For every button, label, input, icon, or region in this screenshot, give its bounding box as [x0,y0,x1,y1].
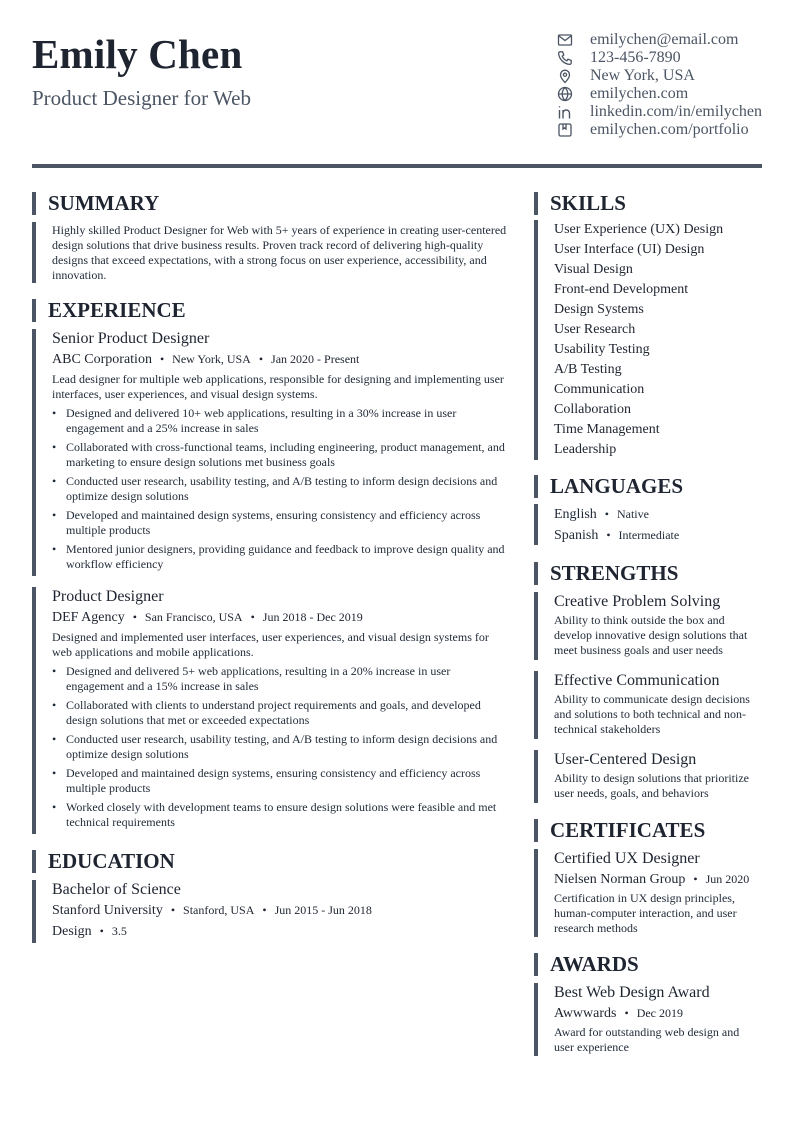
experience-item [32,329,508,576]
job-dates: Jun 2018 - Dec 2019 [262,610,363,624]
skill-item: Communication [554,382,645,397]
skill-item: User Experience (UX) Design [554,222,724,237]
language-item: English • Native [554,507,649,522]
section-skills-heading: SKILLS [534,192,626,215]
contact-phone[interactable] [556,49,766,67]
skill-item: User Interface (UI) Design [554,242,705,257]
section-awards-heading: AWARDS [534,953,639,976]
skill-item: Design Systems [554,302,644,317]
education-dates: Jun 2015 - Jun 2018 [274,903,372,917]
skill-item: Front-end Development [554,282,689,297]
skill-item: Time Management [554,422,660,437]
language-item: Spanish • Intermediate [554,528,680,543]
contact-portfolio[interactable] [556,121,766,139]
strength-item [534,750,762,803]
resume-header [32,30,762,160]
list-item: • Mentored junior designers, providing guidance and feedback to improve design quality and workflow efficiency [52,542,508,572]
job-description: Designed and implemented user interfaces, user experiences, and visual design systems for web applications and mobile applications. [52,630,489,659]
job-title: Senior Product Designer [52,330,210,347]
section-certificates-heading: CERTIFICATES [534,819,705,842]
certificate-meta: Nielsen Norman Group • Jun 2020 [554,872,750,887]
job-meta: DEF Agency • San Francisco, USA • Jun 2018 - Dec 2019 [52,610,363,625]
education-item [32,880,508,943]
languages-list [534,504,762,545]
award-issuer: Awwwards [554,1006,617,1021]
job-bullets [52,664,508,830]
list-item: • Designed and delivered 5+ web applications, resulting in a 20% increase in user engagement and a 15% increase in sales [52,664,508,694]
strength-desc: Ability to communicate design decisions and solutions to both technical and non-technical stakeholders [554,692,750,736]
section-strengths-heading: STRENGTHS [534,562,678,585]
strength-title: User-Centered Design [554,751,697,768]
certificate-date: Jun 2020 [705,872,750,886]
strength-item [534,671,762,739]
job-meta: ABC Corporation • New York, USA • Jan 2020 - Present [52,352,360,367]
award-item [534,983,762,1056]
strength-title: Effective Communication [554,672,720,689]
job-company: ABC Corporation [52,352,152,367]
strength-item [534,592,762,660]
language-name: Spanish [554,528,599,543]
summary-block [32,222,508,283]
section-summary-heading: SUMMARY [32,192,159,215]
candidate-name: Emily Chen [32,31,243,77]
list-item: • Collaborated with cross-functional teams, including engineering, product management, and marketing to ensure design solutions met business goals [52,440,508,470]
job-dates: Jan 2020 - Present [271,352,360,366]
list-item: • Developed and maintained design systems, ensuring consistency and efficiency across multiple products [52,508,508,538]
certificate-desc: Certification in UX design principles, human-computer interaction, and user research methods [554,891,737,935]
award-desc: Award for outstanding web design and user experience [554,1025,740,1054]
job-title: Product Designer [52,588,164,605]
degree: Bachelor of Science [52,881,181,898]
list-item: • Collaborated with clients to understand project requirements and goals, and developed design solutions that met or exceeded expectations [52,698,508,728]
section-education-heading: EDUCATION [32,850,175,873]
experience-item [32,587,508,834]
award-title: Best Web Design Award [554,984,710,1001]
skill-item: A/B Testing [554,362,622,377]
strength-desc: Ability to design solutions that prioritize user needs, goals, and behaviors [554,771,749,800]
section-experience-heading: EXPERIENCE [32,299,186,322]
list-item: • Conducted user research, usability testing, and A/B testing to inform design decisions and optimize design solutions [52,732,508,762]
school-location: Stanford, USA [183,903,255,917]
contact-website[interactable] [556,85,766,103]
location-icon [556,67,574,85]
certificate-item [534,849,762,937]
contact-linkedin[interactable] [556,103,766,121]
certificate-issuer: Nielsen Norman Group [554,872,686,887]
contact-location-text: New York, USA [590,67,695,84]
education-meta: Stanford University • Stanford, USA • Jun 2015 - Jun 2018 [52,903,372,918]
job-location: New York, USA [172,352,251,366]
phone-icon [556,49,574,67]
list-item: • Developed and maintained design systems, ensuring consistency and efficiency across multiple products [52,766,508,796]
contact-website-text[interactable]: emilychen.com [590,85,689,102]
strength-title: Creative Problem Solving [554,593,721,610]
header-divider [32,164,762,168]
education-field: Design • 3.5 [52,924,127,939]
job-company: DEF Agency [52,610,125,625]
contact-location [556,67,766,85]
award-date: Dec 2019 [636,1006,684,1020]
job-bullets [52,406,508,572]
contact-email[interactable] [556,31,766,49]
language-level: Native [616,507,649,521]
list-item: • Designed and delivered 10+ web applications, resulting in a 30% increase in user engagement and a 25% increase in sales [52,406,508,436]
contact-phone-text[interactable]: 123-456-7890 [590,49,681,66]
language-level: Intermediate [618,528,680,542]
section-languages-heading: LANGUAGES [534,475,683,498]
candidate-title: Product Designer for Web [32,86,251,110]
skill-item: User Research [554,322,636,337]
contact-linkedin-text[interactable]: linkedin.com/in/emilychen [590,103,762,120]
certificate-title: Certified UX Designer [554,850,700,867]
summary-text: Highly skilled Product Designer for Web with 5+ years of experience in creating user-centered design solutions that drive business results. Proven track record of delivering high-quality designs that exceed expectations, with a strong focus on user experience, accessibility, and innovation. [52,223,507,282]
job-description: Lead designer for multiple web applications, responsible for designing and implementing user interfaces, user experiences, and visual design systems. [52,372,504,401]
skill-item: Leadership [554,442,617,457]
skill-item: Collaboration [554,402,631,417]
contact-email-text[interactable]: emilychen@email.com [590,31,739,48]
mail-icon [556,31,574,49]
list-item: • Worked closely with development teams to ensure design solutions were feasible and met technical requirements [52,800,508,830]
skills-list [534,220,762,460]
linkedin-icon [556,103,574,121]
school: Stanford University [52,903,163,918]
field-of-study: Design [52,924,92,939]
award-meta: Awwwards • Dec 2019 [554,1006,684,1021]
skill-item: Usability Testing [554,342,650,357]
list-item: • Conducted user research, usability testing, and A/B testing to inform design decisions and optimize design solutions [52,474,508,504]
gpa: 3.5 [111,924,127,938]
job-location: San Francisco, USA [144,610,243,624]
strength-desc: Ability to think outside the box and develop innovative design solutions that meet business goals and user needs [554,613,748,657]
contact-portfolio-text[interactable]: emilychen.com/portfolio [590,121,749,138]
contact-list [556,31,766,139]
skill-item: Visual Design [554,262,633,277]
globe-icon [556,85,574,103]
language-name: English [554,507,597,522]
bookmark-icon [556,121,574,139]
